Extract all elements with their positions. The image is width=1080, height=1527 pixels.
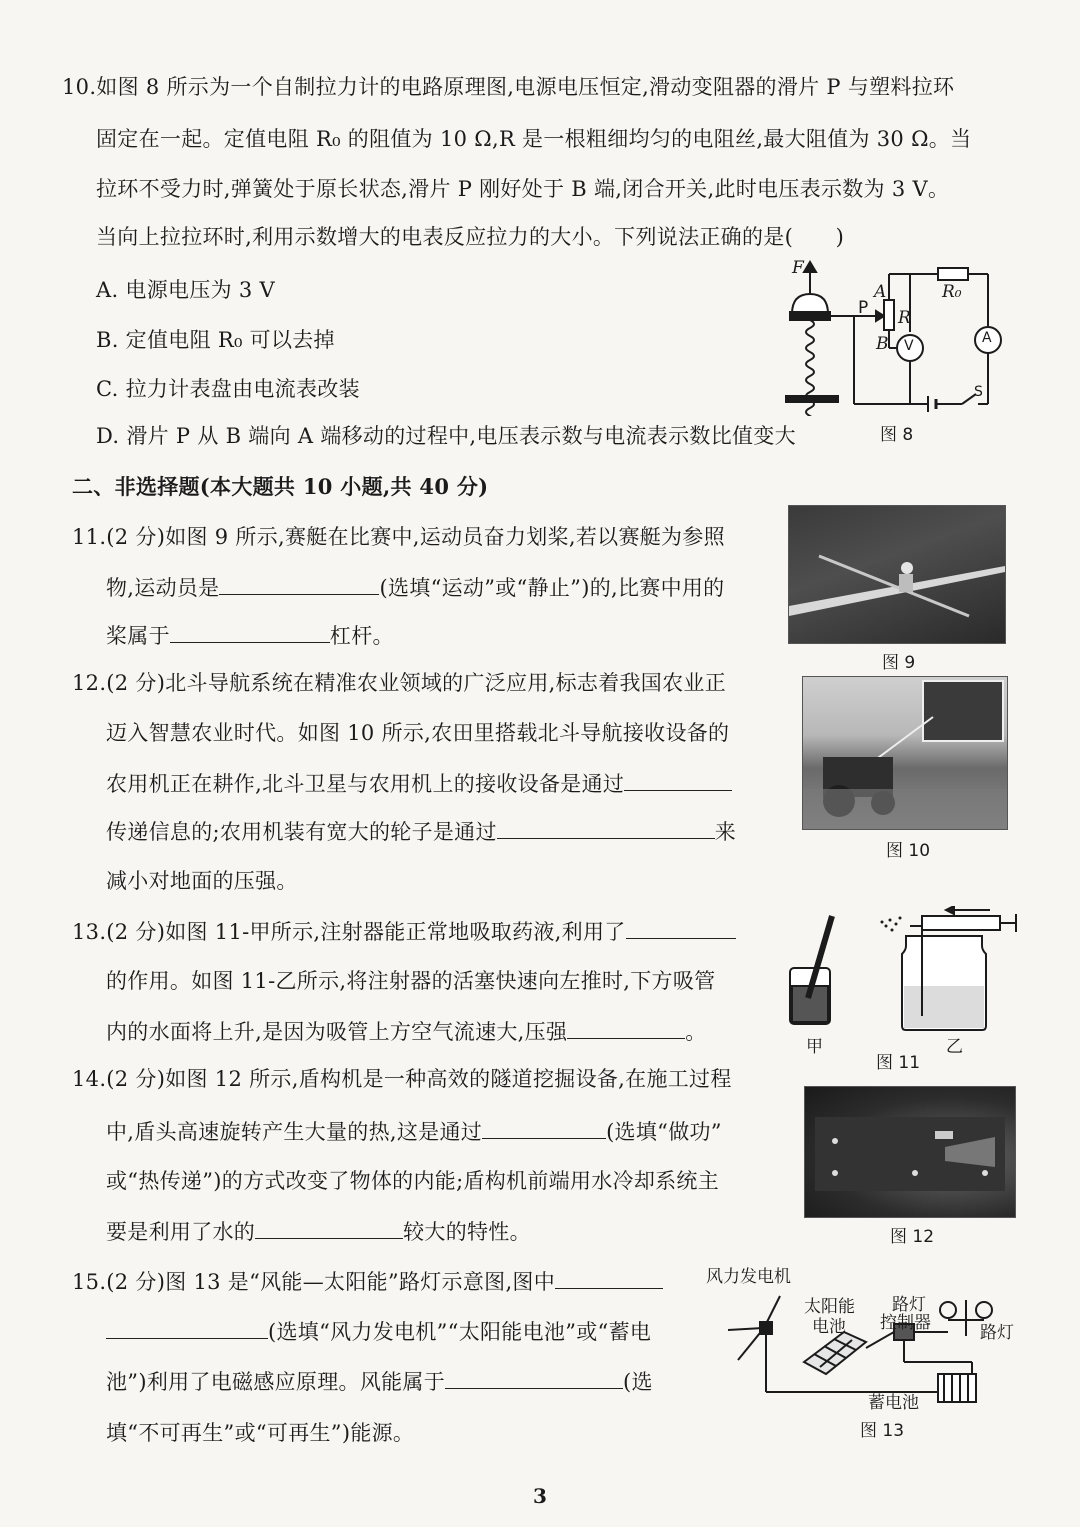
tunnel-machine-illustration xyxy=(805,1087,1015,1217)
q15-line-1 xyxy=(72,1266,663,1297)
q10-option-d: D. 滑片 P 从 B 端向 A 端移动的过程中,电压表示数与电流表示数比值变大 xyxy=(96,424,796,448)
q12-answer-blank-2[interactable] xyxy=(497,816,715,839)
page-number: 3 xyxy=(533,1484,547,1508)
fig13-label-wind: 风力发电机 xyxy=(706,1267,791,1287)
fig13-label-solar-1: 太阳能 xyxy=(804,1297,855,1317)
q15-text-3a: 池”)利用了电磁感应原理。风能属于 xyxy=(106,1370,446,1394)
figure-10-caption: 图 10 xyxy=(886,841,931,861)
q11-text-3b: 杠杆。 xyxy=(329,624,394,648)
rowing-boat-illustration xyxy=(789,506,1005,643)
q13-answer-blank-1[interactable] xyxy=(626,916,736,939)
q13-text-3a: 内的水面将上升,是因为吸管上方空气流速大,压强 xyxy=(106,1020,568,1044)
figure-13-caption: 图 13 xyxy=(860,1421,905,1441)
figure-11-label-yi: 乙 xyxy=(946,1037,963,1057)
fig13-label-ctrl-2: 控制器 xyxy=(880,1313,931,1333)
q14-line-2 xyxy=(106,1116,722,1147)
fig8-label-s: S xyxy=(974,384,983,400)
q13-line-3 xyxy=(106,1016,707,1047)
q15-text-3b: (选 xyxy=(623,1370,653,1394)
figure-8-caption: 图 8 xyxy=(880,425,914,445)
q14-text-4b: 较大的特性。 xyxy=(403,1220,531,1244)
figure-12-tunnel-machine-photo xyxy=(804,1086,1016,1218)
q15-answer-blank-1-cont[interactable] xyxy=(106,1316,268,1339)
q11-text-2b: (选填“运动”或“静止”)的,比赛中用的 xyxy=(379,576,725,600)
q15-answer-blank-1[interactable] xyxy=(555,1266,663,1289)
q10-option-c: C. 拉力计表盘由电流表改装 xyxy=(96,377,360,401)
q15-line-2 xyxy=(106,1316,651,1347)
q12-line-4 xyxy=(106,816,736,847)
figure-10-tractor-photo xyxy=(802,676,1008,830)
q10-line-2: 固定在一起。定值电阻 R₀ 的阻值为 10 Ω,R 是一根粗细均匀的电阻丝,最大阻值为 30 Ω。当 xyxy=(96,127,972,151)
fig8-label-a: A xyxy=(874,282,887,302)
q12-line-5: 减小对地面的压强。 xyxy=(106,869,298,893)
q15-answer-blank-2[interactable] xyxy=(445,1366,623,1389)
fig13-label-battery: 蓄电池 xyxy=(868,1393,919,1413)
q13-text-3b: 。 xyxy=(685,1020,707,1044)
fig8-label-v: V xyxy=(904,338,914,354)
q14-line-3: 或“热传递”)的方式改变了物体的内能;盾构机前端用水冷却系统主 xyxy=(106,1169,720,1193)
q13-line-2: 的作用。如图 11-乙所示,将注射器的活塞快速向左推时,下方吸管 xyxy=(106,969,716,993)
q10-option-b: B. 定值电阻 R₀ 可以去掉 xyxy=(96,328,335,352)
q14-text-2b: (选填“做功” xyxy=(606,1120,722,1144)
fig13-label-solar-2: 电池 xyxy=(812,1317,846,1337)
fig8-label-f: F xyxy=(792,258,804,278)
q15-line-4: 填“不可再生”或“可再生”)能源。 xyxy=(106,1421,415,1445)
section-2-title: 二、非选择题(本大题共 10 小题,共 40 分) xyxy=(72,474,489,499)
figure-12-caption: 图 12 xyxy=(890,1227,935,1247)
q10-line-4: 当向上拉拉环时,利用示数增大的电表反应拉力的大小。下列说法正确的是( ) xyxy=(96,225,845,249)
fig8-label-ammeter: A xyxy=(982,330,992,346)
q12-text-4a: 传递信息的;农用机装有宽大的轮子是通过 xyxy=(106,820,497,844)
q13-answer-blank-2[interactable] xyxy=(567,1016,685,1039)
figure-9-caption: 图 9 xyxy=(882,653,916,673)
q14-answer-blank-1[interactable] xyxy=(482,1116,606,1139)
figure-11-syringe-diagram xyxy=(786,906,1022,1046)
q13-line-1 xyxy=(72,916,736,947)
q12-line-3 xyxy=(106,768,732,799)
q11-text-2a: 物,运动员是 xyxy=(106,576,220,600)
fig8-label-r0: R₀ xyxy=(942,282,962,302)
q11-line-1: 11.(2 分)如图 9 所示,赛艇在比赛中,运动员奋力划桨,若以赛艇为参照 xyxy=(72,525,725,549)
q15-text-1: 15.(2 分)图 13 是“风能—太阳能”路灯示意图,图中 xyxy=(72,1270,556,1294)
q10-option-a: A. 电源电压为 3 V xyxy=(96,278,275,302)
q11-line-3 xyxy=(106,620,394,651)
q12-text-4b: 来 xyxy=(714,820,737,844)
q14-text-4a: 要是利用了水的 xyxy=(106,1220,256,1244)
q15-text-2: (选填“风力发电机”“太阳能电池”或“蓄电 xyxy=(268,1320,652,1344)
figure-11-label-jia: 甲 xyxy=(806,1037,823,1057)
q12-line-1: 12.(2 分)北斗导航系统在精准农业领域的广泛应用,标志着我国农业正 xyxy=(72,671,726,695)
q12-answer-blank-1[interactable] xyxy=(624,768,732,791)
q11-line-2 xyxy=(106,572,725,603)
q14-answer-blank-2[interactable] xyxy=(255,1216,403,1239)
q10-line-1: 10.如图 8 所示为一个自制拉力计的电路原理图,电源电压恒定,滑动变阻器的滑片 P 与塑料拉环 xyxy=(62,75,955,99)
fig8-label-b: B xyxy=(876,334,889,354)
q14-line-4 xyxy=(106,1216,531,1247)
q12-text-3: 农用机正在耕作,北斗卫星与农用机上的接收设备是通过 xyxy=(106,772,625,796)
fig13-label-lamp: 路灯 xyxy=(980,1323,1014,1343)
fig8-label-p: P xyxy=(858,298,869,318)
tractor-illustration xyxy=(803,677,1007,829)
q10-line-3: 拉环不受力时,弹簧处于原长状态,滑片 P 刚好处于 B 端,闭合开关,此时电压表示数为 3 V。 xyxy=(96,177,950,201)
q14-text-2a: 中,盾头高速旋转产生大量的热,这是通过 xyxy=(106,1120,483,1144)
q13-text-1: 13.(2 分)如图 11-甲所示,注射器能正常地吸取药液,利用了 xyxy=(72,920,626,944)
q11-text-3a: 桨属于 xyxy=(106,624,170,648)
q15-line-3 xyxy=(106,1366,653,1397)
q11-answer-blank-1[interactable] xyxy=(219,572,379,595)
q12-line-2: 迈入智慧农业时代。如图 10 所示,农田里搭载北斗导航接收设备的 xyxy=(106,721,730,745)
fig8-label-r: R xyxy=(898,308,911,328)
figure-11-caption: 图 11 xyxy=(876,1053,921,1073)
q11-answer-blank-2[interactable] xyxy=(170,620,330,643)
fig13-label-ctrl-1: 路灯 xyxy=(892,1295,926,1315)
q14-line-1: 14.(2 分)如图 12 所示,盾构机是一种高效的隧道挖掘设备,在施工过程 xyxy=(72,1067,732,1091)
figure-9-rowing-photo xyxy=(788,505,1006,644)
